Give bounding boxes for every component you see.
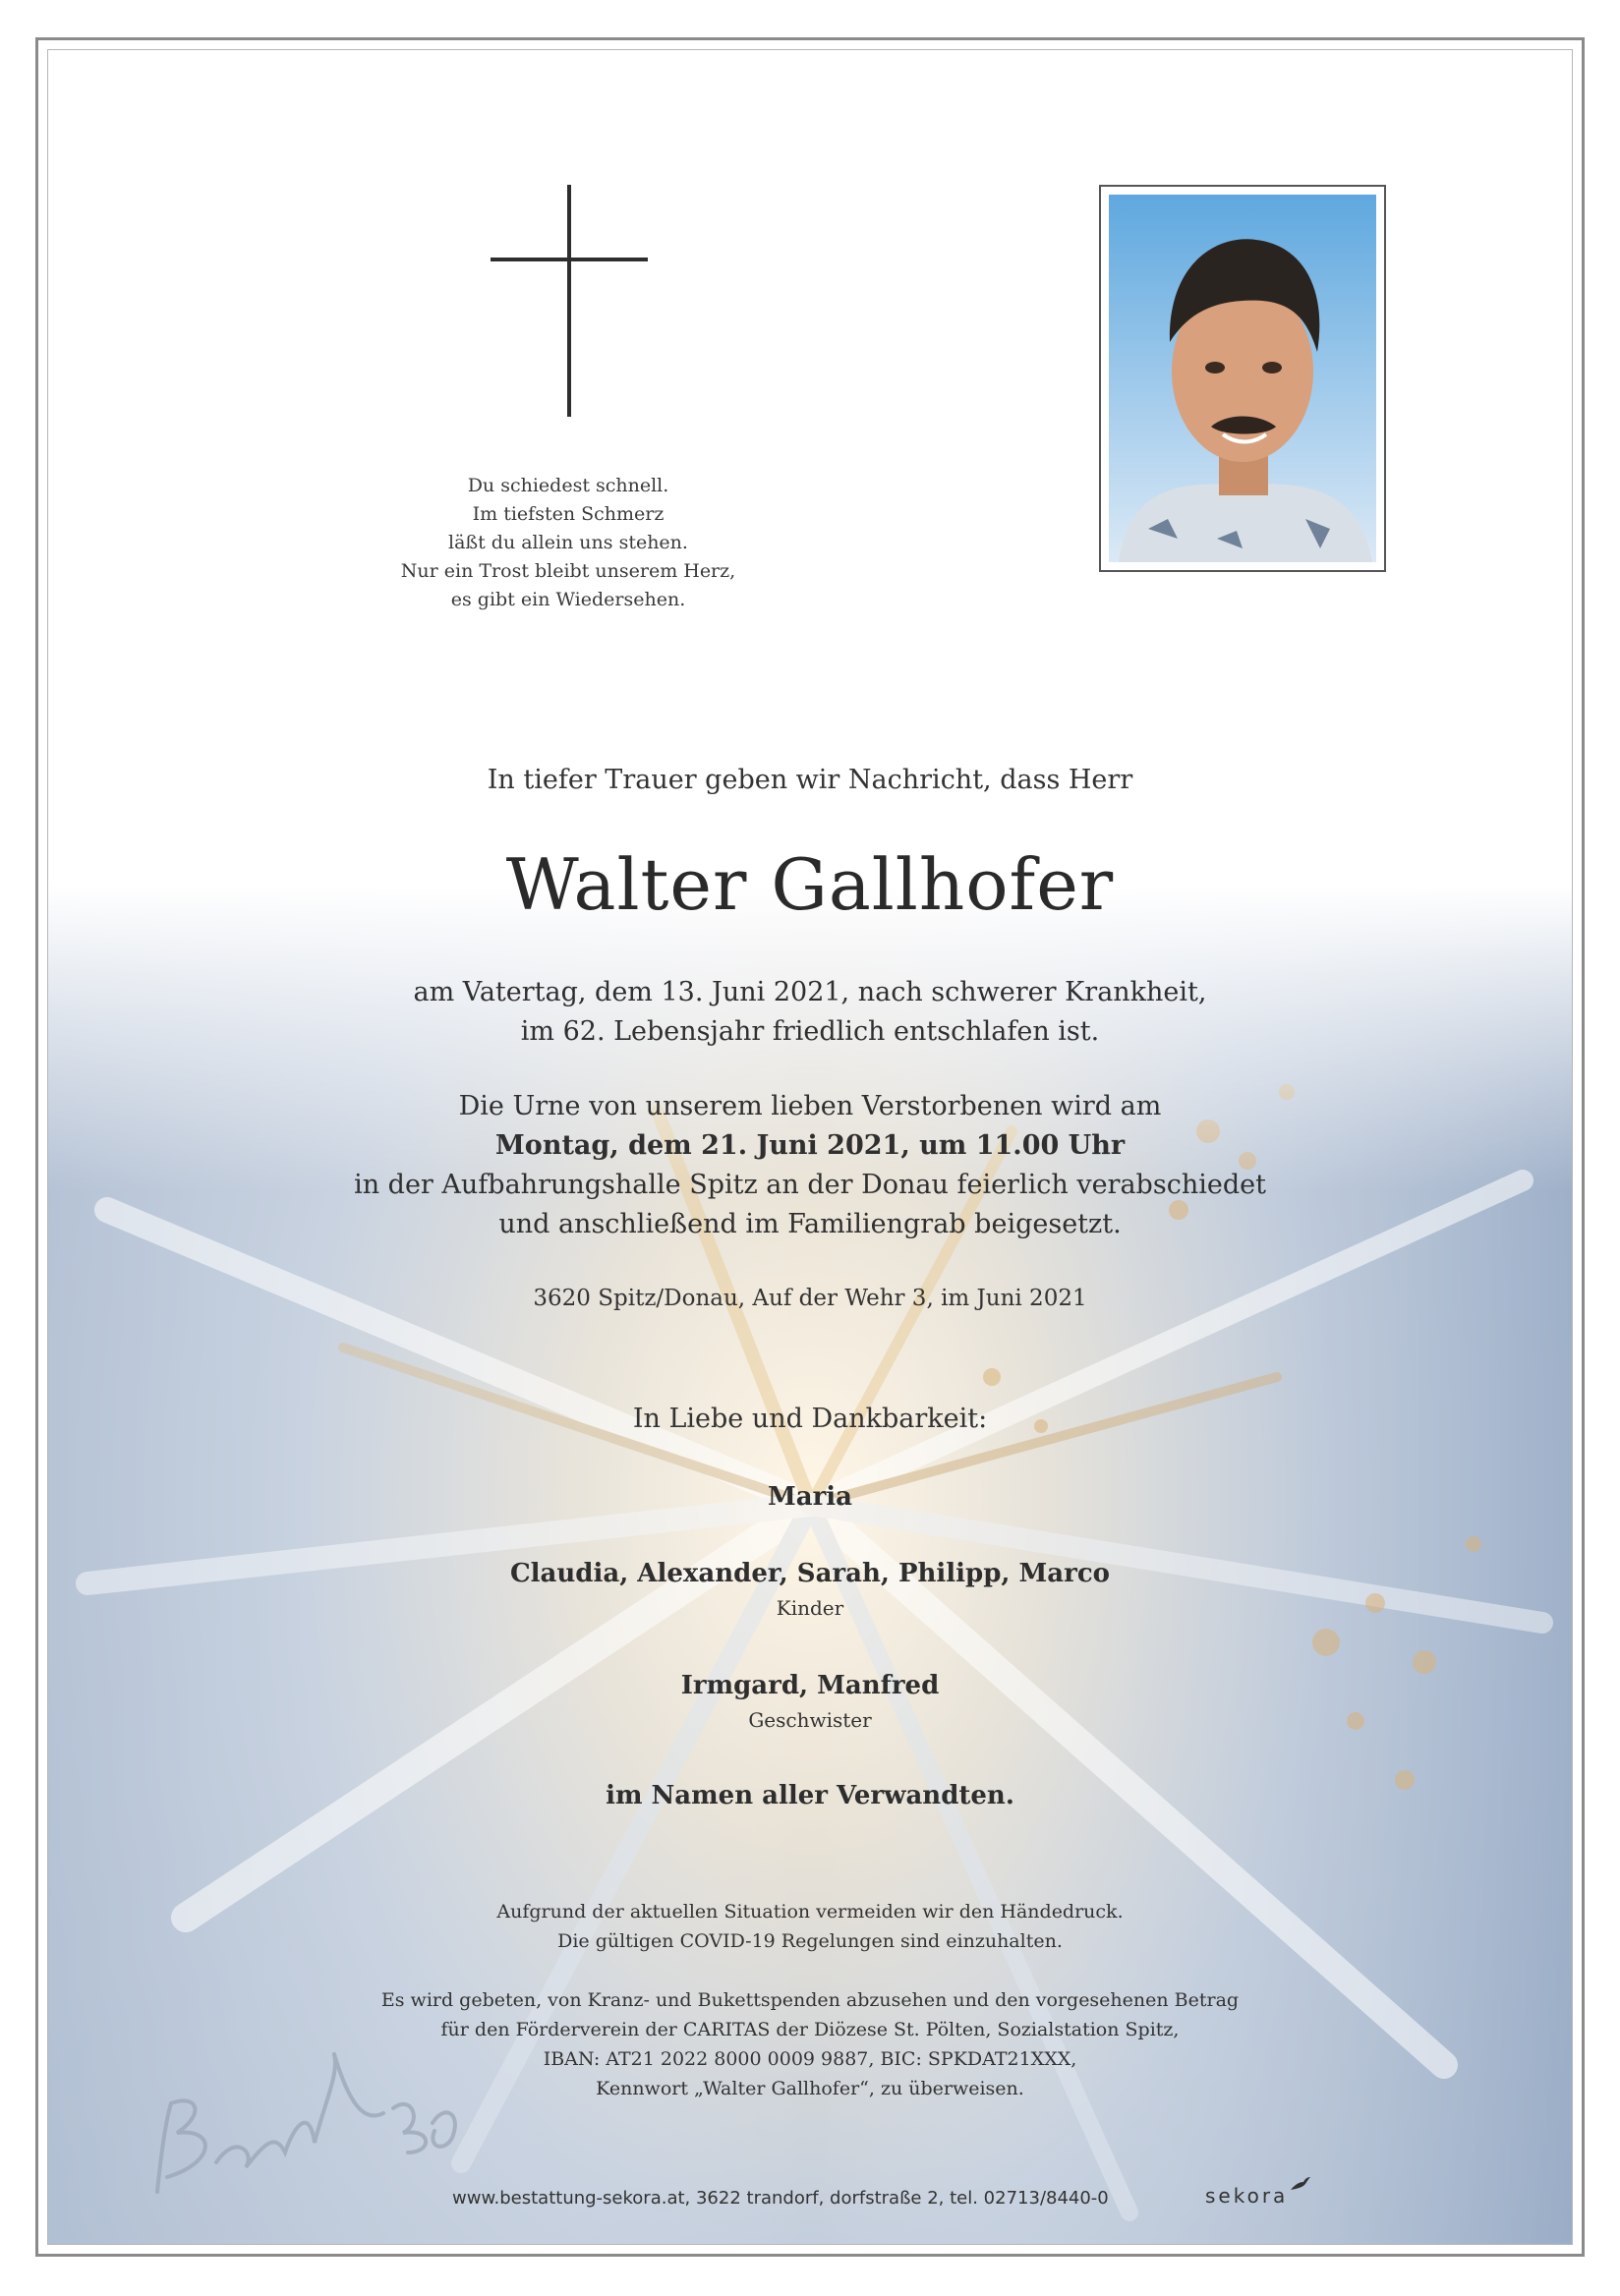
portrait-image — [1109, 195, 1376, 562]
mourners-heading: In Liebe und Dankbarkeit: — [632, 1404, 988, 1434]
donation-notice: IBAN: AT21 2022 8000 0009 9887, BIC: SPKDAT21XXX, — [543, 2048, 1077, 2070]
portrait-photo — [1099, 185, 1386, 572]
closing-line: im Namen aller Verwandten. — [606, 1781, 1014, 1810]
covid-notice: Aufgrund der aktuellen Situation vermeiden wir den Händedruck. — [496, 1901, 1124, 1923]
covid-notice: Die gültigen COVID-19 Regelungen sind einzuhalten. — [557, 1930, 1063, 1952]
footer-contact: www.bestattung-sekora.at, 3622 trandorf, dorfstraße 2, tel. 02713/8440-0 — [452, 2188, 1109, 2209]
poem-line: Nur ein Trost bleibt unserem Herz, — [400, 560, 736, 582]
funeral-line: Die Urne von unserem lieben Verstorbenen wird am — [458, 1091, 1162, 1121]
poem-line: Im tiefsten Schmerz — [472, 503, 665, 525]
donation-notice: Kennwort „Walter Gallhofer“, zu überweisen. — [596, 2078, 1024, 2099]
deceased-name: Walter Gallhofer — [505, 843, 1115, 926]
memorial-poem — [372, 472, 765, 614]
bird-icon — [1290, 2176, 1311, 2192]
sekora-logo — [1205, 2184, 1288, 2208]
intro-text: In tiefer Trauer geben wir Nachricht, dass Herr — [487, 765, 1133, 795]
address-line: 3620 Spitz/Donau, Auf der Wehr 3, im Juni 2021 — [533, 1286, 1087, 1311]
donation-notice: Es wird gebeten, von Kranz- und Bukettspenden abzusehen und den vorgesehenen Betrag — [380, 1989, 1240, 2011]
donation-notice: für den Förderverein der CARITAS der Diözese St. Pölten, Sozialstation Spitz, — [440, 2019, 1180, 2040]
death-line: am Vatertag, dem 13. Juni 2021, nach schwerer Krankheit, — [413, 977, 1207, 1007]
logo-wordmark: sekora — [1205, 2184, 1289, 2208]
poem-line: Du schiedest schnell. — [467, 475, 669, 496]
death-line: im 62. Lebensjahr friedlich entschlafen ist. — [520, 1016, 1100, 1047]
cross-icon — [491, 185, 648, 417]
funeral-date: Montag, dem 21. Juni 2021, um 11.00 Uhr — [494, 1130, 1126, 1161]
siblings-role: Geschwister — [748, 1708, 872, 1732]
spouse-name: Maria — [767, 1482, 853, 1512]
children-names: Claudia, Alexander, Sarah, Philipp, Marco — [509, 1559, 1111, 1588]
artist-signature — [138, 2015, 472, 2211]
poem-line: es gibt ein Wiedersehen. — [450, 589, 686, 610]
children-role: Kinder — [776, 1596, 844, 1620]
poem-line: läßt du allein uns stehen. — [448, 532, 688, 553]
siblings-names: Irmgard, Manfred — [680, 1671, 940, 1700]
funeral-line: und anschließend im Familiengrab beigesetzt. — [498, 1209, 1122, 1239]
funeral-line: in der Aufbahrungshalle Spitz an der Donau feierlich verabschiedet — [354, 1170, 1266, 1200]
